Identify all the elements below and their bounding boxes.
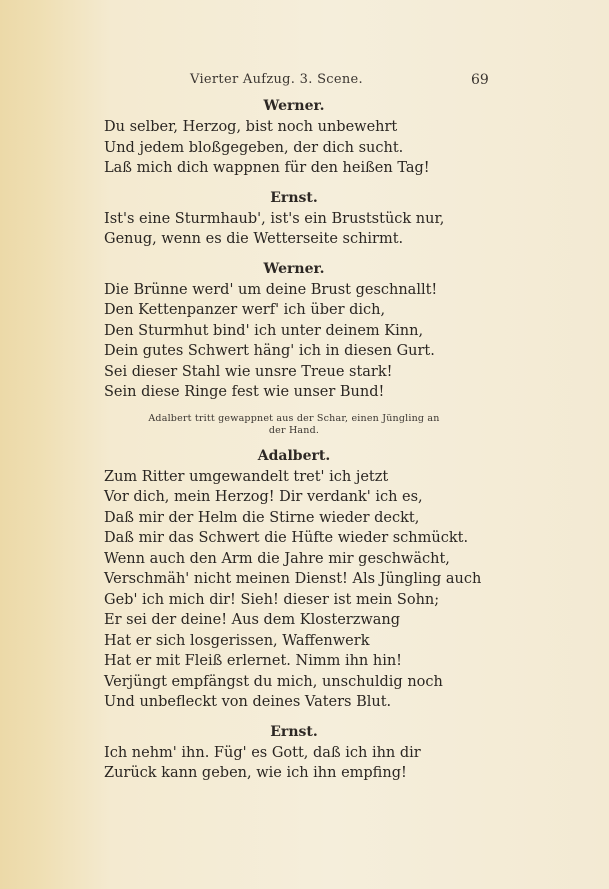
verse-block: [104, 280, 484, 403]
verse-line: Sei dieser Stahl wie unsre Treue stark!: [104, 363, 393, 380]
stage-direction: [104, 413, 484, 437]
stage-direction-line: der Hand.: [268, 424, 320, 436]
verse-line: Hat er sich losgerissen, Waffenwerk: [104, 632, 370, 649]
speaker-name: Ernst.: [270, 723, 318, 740]
verse-line: Zum Ritter umgewandelt tret' ich jetzt: [104, 468, 389, 485]
verse-line: Dein gutes Schwert häng' ich in diesen Gurt.: [104, 343, 435, 359]
verse-line: Daß mir der Helm die Stirne wieder deckt,: [104, 509, 420, 526]
verse-line: Verschmäh' nicht meinen Dienst! Als Jüngling auch: [104, 571, 482, 587]
verse-line: Zurück kann geben, wie ich ihn empfing!: [104, 765, 407, 781]
verse-line: Laß mich dich wappnen für den heißen Tag!: [104, 160, 430, 176]
verse-line: Und unbefleckt von deines Vaters Blut.: [104, 694, 392, 710]
speaker-name: Ernst.: [270, 189, 318, 206]
verse-line: Er sei der deine! Aus dem Klosterzwang: [104, 612, 401, 628]
verse-line: Hat er mit Fleiß erlernet. Nimm ihn hin!: [104, 653, 403, 669]
page-number: 69: [471, 72, 489, 88]
verse-block: [104, 117, 484, 179]
verse-block: [104, 209, 484, 250]
verse-line: Die Brünne werd' um deine Brust geschnallt!: [104, 281, 438, 298]
verse-line: Vor dich, mein Herzog! Dir verdank' ich es,: [104, 489, 423, 505]
stage-direction-line: Adalbert tritt gewappnet aus der Schar, einen Jüngling an: [148, 412, 440, 424]
verse-line: Sein diese Ringe fest wie unser Bund!: [104, 384, 385, 400]
verse-line: Geb' ich mich dir! Sieh! dieser ist mein Sohn;: [104, 591, 440, 608]
speaker-name: Werner.: [263, 260, 325, 277]
verse-line: Verjüngt empfängst du mich, unschuldig noch: [104, 673, 443, 690]
verse-line: Ist's eine Sturmhaub', ist's ein Bruststück nur,: [104, 210, 445, 227]
play-text: [104, 98, 484, 784]
verse-line: Ich nehm' ihn. Füg' es Gott, daß ich ihn dir: [104, 744, 421, 761]
verse-line: Du selber, Herzog, bist noch unbewehrt: [104, 119, 398, 135]
speaker-name: Werner.: [263, 98, 325, 114]
running-head: Vierter Aufzug. 3. Scene.: [190, 72, 363, 87]
speaker-name: Adalbert.: [257, 447, 331, 464]
page-header: [0, 72, 609, 92]
verse-line: Den Kettenpanzer werf' ich über dich,: [104, 302, 386, 318]
verse-line: Den Sturmhut bind' ich unter deinem Kinn,: [104, 322, 424, 339]
verse-line: Genug, wenn es die Wetterseite schirmt.: [104, 231, 404, 247]
verse-block: [104, 467, 484, 713]
verse-line: Wenn auch den Arm die Jahre mir geschwächt,: [104, 550, 450, 567]
verse-line: Daß mir das Schwert die Hüfte wieder schmückt.: [104, 530, 469, 546]
verse-block: [104, 743, 484, 784]
verse-line: Und jedem bloßgegeben, der dich sucht.: [104, 139, 404, 156]
